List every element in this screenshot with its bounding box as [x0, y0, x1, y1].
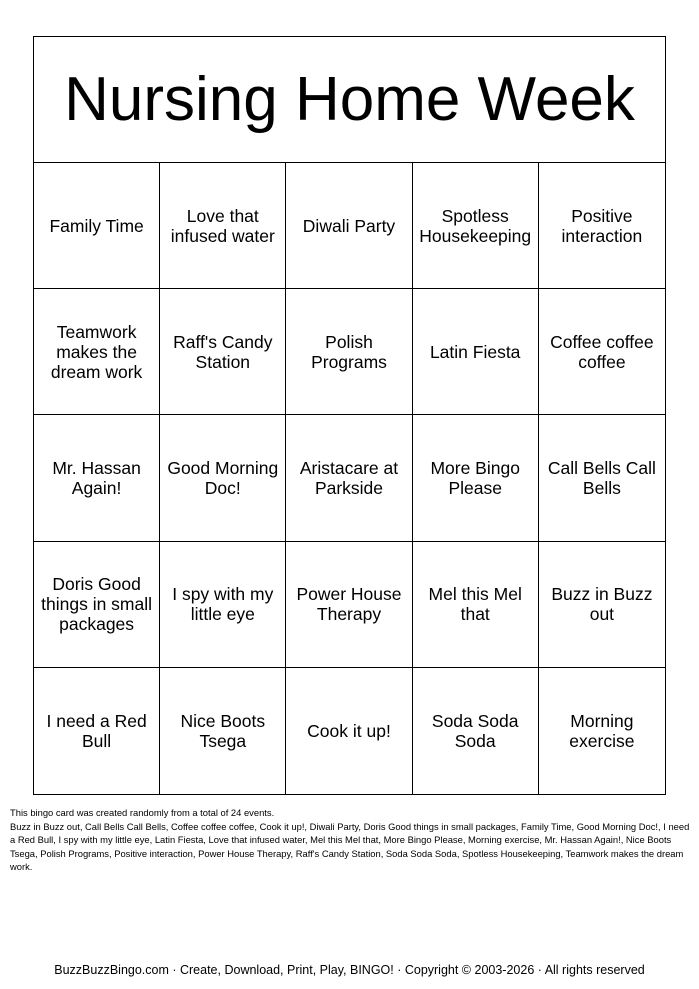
note-events-list: Buzz in Buzz out, Call Bells Call Bells, Coffee coffee coffee, Cook it up!, Diwali Party, Doris Good things in small packages, Family Time, Good Morning Doc!, I need a Red Bull, I spy with my little eye, Latin Fiesta, Love that infused water, Mel this Mel that, More Bingo Please, Morning exercise, Mr. Hassan Again!, Nice Boots Tsega, Polish Programs, Positive interaction, Power House Therapy, Raff's Candy Station, Soda Soda Soda, Spotless Housekeeping, Teamwork makes the dream work. — [10, 820, 690, 872]
card-info-note — [10, 806, 690, 874]
bingo-cell: Call Bells Call Bells — [539, 415, 665, 541]
bingo-cell: Positive interaction — [539, 163, 665, 289]
bingo-grid — [34, 163, 665, 794]
bingo-cell: Polish Programs — [286, 289, 412, 415]
bingo-cell: Mr. Hassan Again! — [34, 415, 160, 541]
bingo-cell: Soda Soda Soda — [413, 668, 539, 794]
bingo-cell: Family Time — [34, 163, 160, 289]
bingo-cell: Good Morning Doc! — [160, 415, 286, 541]
bingo-cell: I need a Red Bull — [34, 668, 160, 794]
bingo-cell: Doris Good things in small packages — [34, 542, 160, 668]
card-title-cell — [34, 37, 665, 163]
bingo-cell: Raff's Candy Station — [160, 289, 286, 415]
bingo-cell: Mel this Mel that — [413, 542, 539, 668]
card-title: Nursing Home Week — [64, 64, 635, 134]
bingo-cell: Latin Fiesta — [413, 289, 539, 415]
bingo-cell: Nice Boots Tsega — [160, 668, 286, 794]
bingo-cell: Love that infused water — [160, 163, 286, 289]
bingo-cell: More Bingo Please — [413, 415, 539, 541]
bingo-cell: Aristacare at Parkside — [286, 415, 412, 541]
bingo-cell: Cook it up! — [286, 668, 412, 794]
bingo-cell: Coffee coffee coffee — [539, 289, 665, 415]
bingo-cell: Spotless Housekeeping — [413, 163, 539, 289]
footer-text: BuzzBuzzBingo.com · Create, Download, Print, Play, BINGO! · Copyright © 2003-2026 · All rights reserved — [54, 963, 645, 977]
note-intro: This bingo card was created randomly from a total of 24 events. — [10, 807, 275, 818]
bingo-card — [33, 36, 666, 795]
bingo-cell: Buzz in Buzz out — [539, 542, 665, 668]
bingo-cell: Diwali Party — [286, 163, 412, 289]
bingo-cell: Power House Therapy — [286, 542, 412, 668]
bingo-cell: Morning exercise — [569, 710, 635, 751]
bingo-cell: Teamwork makes the dream work — [34, 289, 160, 415]
bingo-cell: I spy with my little eye — [160, 542, 286, 668]
